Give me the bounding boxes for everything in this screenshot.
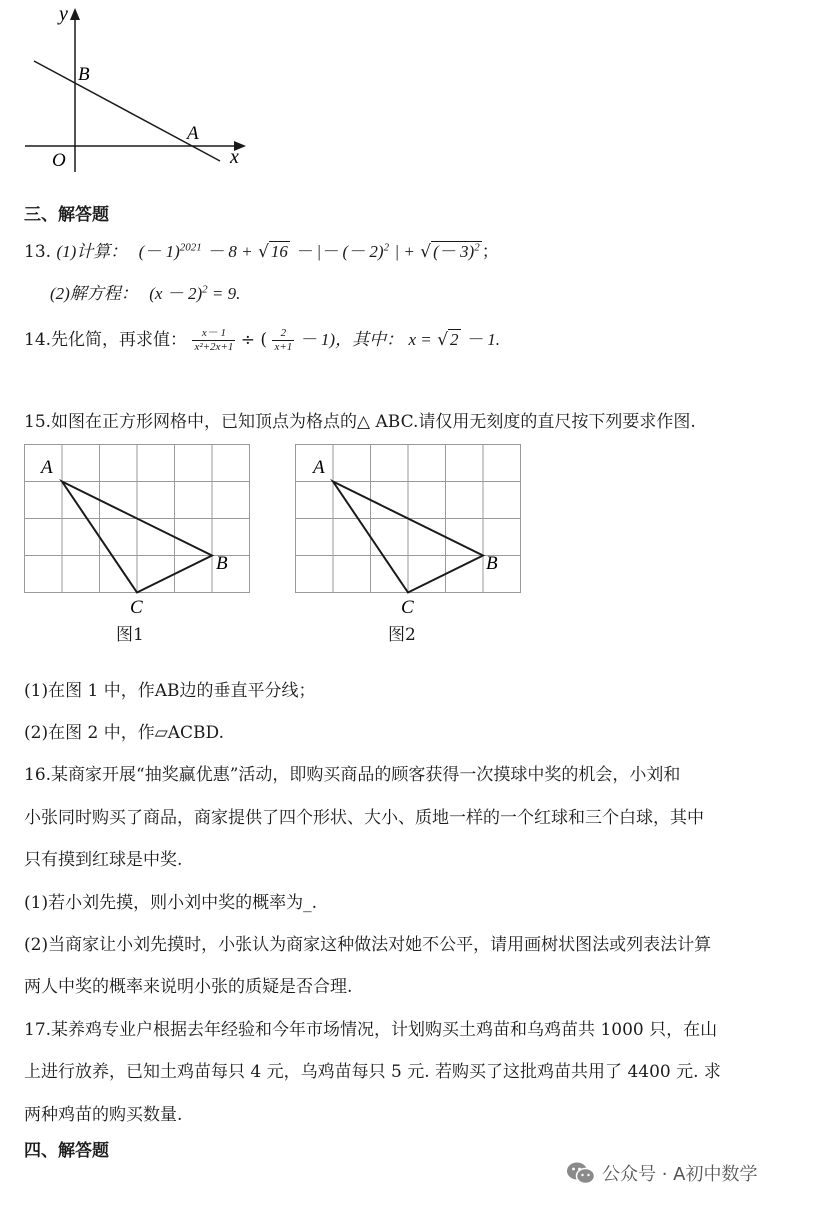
q13-number: 13. [24,242,52,262]
q14-tail: － 1. [465,330,500,349]
fig2-label-b: B [486,553,498,574]
q13-p2-expr: (x － 2) [149,284,203,303]
fig2-label-c: C [401,597,414,618]
section-heading-3: 三、解答题 [24,205,109,225]
q14-frac2-num: 2 [272,327,294,341]
graph-label-x: x [230,146,239,168]
q14-fraction-1 [192,327,235,354]
q17-line3: 两种鸡苗的购买数量. [24,1105,183,1125]
graph-label-b: B [78,64,90,85]
coordinate-graph [20,0,260,175]
q14-x-eq: x = [408,330,432,349]
grid-figure-1 [20,440,260,645]
watermark-text: 公众号 · A初中数学 [602,1164,758,1185]
q15-part1: (1)在图 1 中，作AB边的垂直平分线； [24,681,316,701]
q13-part1 [24,237,499,262]
fig1-label-b: B [216,553,228,574]
q14-div: ÷ ( [240,330,268,350]
q16-part1: (1)若小刘先摸，则小刘中奖的概率为_. [24,893,317,913]
graph-label-o: O [52,150,66,171]
q13-p2-label: (2)解方程： [50,284,138,303]
q13-sqrt1: √ 16 [258,242,288,262]
grid-figure-2 [291,440,531,645]
q13-p1-end: ； [481,242,499,262]
q13-p2-exp: 2 [202,283,208,296]
fig1-label-a: A [41,457,53,478]
q13-p1-exp3: 2 [474,241,480,254]
q13-sqrt2: √ (－ 3)$^2$ [420,241,480,262]
q16-part2a: (2)当商家让小刘先摸时，小张认为商家这种做法对她不公平，请用画树状图法或列表法计算 [24,935,712,955]
q13-part2 [50,279,240,304]
q13-sqrt2-value [431,241,482,261]
q15-text: 15.如图在正方形网格中，已知顶点为格点的△ ABC.请仅用无刻度的直尺按下列要求作图. [24,412,696,432]
q14-minus1: － 1)，其中： [299,330,404,349]
wechat-icon [566,1160,596,1186]
section-heading-4: 四、解答题 [24,1141,109,1161]
q14-line [24,325,500,354]
q14-frac1-den: x²+2x+1 [194,341,234,353]
q16-line1: 16.某商家开展“抽奖赢优惠”活动，即购买商品的顾客获得一次摸球中奖的机会，小刘和 [24,765,681,785]
q14-prefix: 14.先化简，再求值： [24,330,188,350]
fig2-caption: 图2 [388,625,416,645]
q16-part2b: 两人中奖的概率来说明小张的质疑是否合理. [24,977,353,997]
q13-p1-expr: (－ 1) [138,242,180,261]
q14-frac2-den: x+1 [274,341,293,353]
q13-sqrt2-base: (－ 3) [433,242,475,261]
q17-line1: 17.某养鸡专业户根据去年经验和今年市场情况，计划购买土鸡苗和乌鸡苗共 1000 只，在山 [24,1020,718,1040]
watermark [566,1160,757,1186]
q13-p1-label: (1)计算： [56,242,128,261]
q14-sqrt-value: 2 [450,330,459,349]
q13-sqrt1-value: 16 [270,242,288,261]
q13-p1-exp: 2021 [179,241,202,254]
graph-label-y: y [59,3,68,25]
fig1-label-c: C [130,597,143,618]
q13-p1-rest1: － 8 + [207,242,253,261]
q13-p1-rest3: | + [394,242,415,261]
graph-label-a: A [187,123,199,144]
q13-p1-exp2: 2 [383,241,390,254]
q13-p1-rest2: － |－ (－ 2) [295,242,384,261]
q16-line3: 只有摸到红球是中奖. [24,850,183,870]
q14-frac1-num: x－ 1 [192,327,235,341]
q17-line2: 上进行放养，已知土鸡苗每只 4 元，乌鸡苗每只 5 元. 若购买了这批鸡苗共用了 4400 元. 求 [24,1062,721,1082]
q16-line2: 小张同时购买了商品，商家提供了四个形状、大小、质地一样的一个红球和三个白球，其中 [24,808,704,828]
fig1-caption: 图1 [116,625,144,645]
q15-part2: (2)在图 2 中，作▱ACBD. [24,723,224,743]
fig2-label-a: A [313,457,325,478]
q14-fraction-2 [272,327,294,354]
q13-p2-rest: = 9. [207,284,241,303]
q14-sqrt: √ 2 [437,330,459,350]
